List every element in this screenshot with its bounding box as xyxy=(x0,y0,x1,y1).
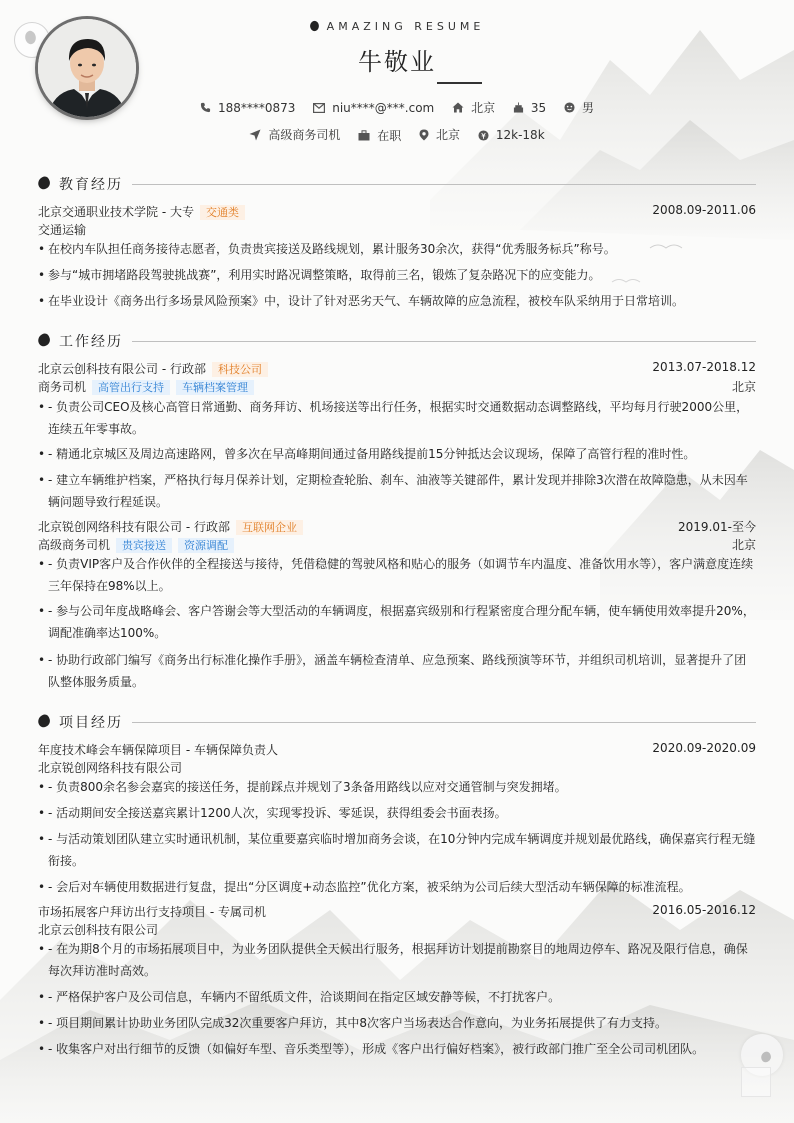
ink-drop-icon xyxy=(308,20,320,32)
gender-item: 男 xyxy=(564,99,594,116)
bullet: • xyxy=(38,473,46,487)
email-item: niu****@***.com xyxy=(313,101,434,115)
work-role-header xyxy=(38,536,756,553)
list-item: • - 精通北京城区及周边高速路网，曾多次在早高峰期间通过备用路线提前15分钟抵达会议现场，保障了高管行程的准时性。 xyxy=(38,443,756,465)
project-org: 北京云创科技有限公司 xyxy=(38,923,159,937)
bullet: • xyxy=(38,242,46,256)
bullet: • xyxy=(38,268,46,282)
project-header xyxy=(38,903,756,920)
project-header xyxy=(38,741,756,758)
bullet: • xyxy=(38,294,46,308)
list-item: • - 收集客户对出行细节的反馈（如偏好车型、音乐类型等），形成《客户出行偏好档案》，被行政部门推广至全公司司机团队。 xyxy=(38,1038,756,1060)
bullet: • xyxy=(38,604,46,618)
section-header-project xyxy=(38,712,756,732)
list-item: • - 严格保护客户及公司信息，车辆内不留纸质文件，洽谈期间在指定区域安静等候，不打扰客户。 xyxy=(38,986,756,1008)
resume-tagline: AMAZING RESUME xyxy=(0,20,794,33)
employment-status-item: 在职 xyxy=(358,127,401,144)
bullet: • xyxy=(38,832,46,846)
bullet: • xyxy=(38,1042,46,1056)
target-city-item: 北京 xyxy=(419,126,460,143)
project-title: 年度技术峰会车辆保障项目 - 车辆保障负责人 xyxy=(38,743,278,757)
ink-drop-icon xyxy=(36,332,52,348)
target-position-item: 高级商务司机 xyxy=(249,126,340,143)
education-major: 交通运输 xyxy=(38,223,87,237)
bullet: • xyxy=(38,990,46,1004)
back-to-top-button[interactable] xyxy=(741,1067,771,1097)
list-item: • - 负责VIP客户及合作伙伴的全程接送与接待，凭借稳健的驾驶风格和贴心的服务（如调节车内温度、准备饮用水等），客户满意度连续三年保持在98%以上。 xyxy=(38,553,756,597)
candidate-name: 牛敬业 xyxy=(358,48,436,76)
section-divider xyxy=(132,341,756,342)
list-item: • 在校内车队担任商务接待志愿者，负责贵宾接送及路线规划，累计服务30余次，获得“优秀服务标兵”称号。 xyxy=(38,238,756,260)
job-title: 商务司机 xyxy=(38,380,87,394)
work-role-header xyxy=(38,378,756,395)
company-tag: 科技公司 xyxy=(212,362,268,377)
section-divider xyxy=(132,184,756,185)
cake-icon xyxy=(513,102,524,113)
list-item: • 在毕业设计《商务出行多场景风险预案》中，设计了针对恶劣天气、车辆故障的应急流程，被校车队采纳用于日常培训。 xyxy=(38,290,756,312)
list-item: • - 参与公司年度战略峰会、客户答谢会等大型活动的车辆调度，根据嘉宾级别和行程紧密度合理分配车辆，使车辆使用效率提升20%，调配准确率达100%。 xyxy=(38,600,756,644)
bullet: • xyxy=(38,557,46,571)
list-item: • - 活动期间安全接送嘉宾累计1200人次，实现零投诉、零延误，获得组委会书面表扬。 xyxy=(38,802,756,824)
gender-icon xyxy=(564,102,575,113)
contact-info-row xyxy=(0,99,794,116)
list-item: • - 与活动策划团队建立实时通讯机制，某位重要嘉宾临时增加商务会谈，在10分钟内完成车辆调度并规划最优路线，确保嘉宾行程无缝衔接。 xyxy=(38,828,756,872)
list-item: • - 项目期间累计协助业务团队完成32次重要客户拜访，其中8次客户当场表达合作意向，为业务拓展提供了有力支持。 xyxy=(38,1012,756,1034)
school-name: 北京交通职业技术学院 - 大专 xyxy=(38,205,194,219)
salary-icon xyxy=(478,130,489,141)
work-city: 北京 xyxy=(731,380,756,394)
company-name: 北京锐创网络科技有限公司 - 行政部 xyxy=(38,520,230,534)
name-underline xyxy=(437,82,482,84)
education-header xyxy=(38,203,756,220)
project-date: 2020.09-2020.09 xyxy=(652,741,756,755)
expected-salary-item: 12k-18k xyxy=(478,128,545,142)
company-name: 北京云创科技有限公司 - 行政部 xyxy=(38,362,206,376)
bullet: • xyxy=(38,447,46,461)
section-title: 工作经历 xyxy=(59,334,123,350)
ink-drop-icon xyxy=(36,713,52,729)
list-item: • - 在为期8个月的市场拓展项目中，为业务团队提供全天候出行服务，根据拜访计划提前勘察目的地周边停车、路况及限行信息，确保每次拜访准时高效。 xyxy=(38,938,756,982)
bullet: • xyxy=(38,653,46,667)
mail-icon xyxy=(313,103,325,113)
work-date: 2019.01-至今 xyxy=(678,520,756,534)
role-tag: 贵宾接送 xyxy=(116,538,172,553)
section-title: 项目经历 xyxy=(59,715,123,731)
project-title: 市场拓展客户拜访出行支持项目 - 专属司机 xyxy=(38,905,266,919)
list-item: • - 建立车辆维护档案，严格执行每月保养计划，定期检查轮胎、刹车、油液等关键部件，累计发现并排除3次潜在故障隐患，从未因车辆问题导致行程延误。 xyxy=(38,469,756,513)
bullet: • xyxy=(38,880,46,894)
home-icon xyxy=(452,102,464,113)
work-city: 北京 xyxy=(731,538,756,552)
location-icon xyxy=(419,129,429,141)
list-item: • 参与“城市拥堵路段驾驶挑战赛”，利用实时路况调整策略，取得前三名，锻炼了复杂路况下的应变能力。 xyxy=(38,264,756,286)
school-tag: 交通类 xyxy=(200,205,245,220)
phone-item: 188****0873 xyxy=(200,101,295,115)
section-header-education xyxy=(38,174,756,194)
list-item: • - 负责800余名参会嘉宾的接送任务，提前踩点并规划了3条备用路线以应对交通管制与突发拥堵。 xyxy=(38,776,756,798)
job-title: 高级商务司机 xyxy=(38,538,111,552)
age-item: 35 xyxy=(513,101,546,115)
send-icon xyxy=(249,129,261,141)
bullet: • xyxy=(38,400,46,414)
project-date: 2016.05-2016.12 xyxy=(652,903,756,917)
project-org: 北京锐创网络科技有限公司 xyxy=(38,761,183,775)
section-divider xyxy=(132,722,756,723)
role-tag: 高管出行支持 xyxy=(92,380,170,395)
list-item: • - 会后对车辆使用数据进行复盘，提出“分区调度+动态监控”优化方案，被采纳为公司后续大型活动车辆保障的标准流程。 xyxy=(38,876,756,898)
education-date: 2008.09-2011.06 xyxy=(652,203,756,217)
phone-icon xyxy=(200,102,211,113)
bullet: • xyxy=(38,806,46,820)
bullet: • xyxy=(38,1016,46,1030)
section-header-work xyxy=(38,331,756,351)
briefcase-icon xyxy=(358,130,370,141)
bullet: • xyxy=(38,780,46,794)
hometown-item: 北京 xyxy=(452,99,495,116)
work-company-header xyxy=(38,360,756,377)
bullet: • xyxy=(38,942,46,956)
role-tag: 资源调配 xyxy=(178,538,234,553)
role-tag: 车辆档案管理 xyxy=(176,380,254,395)
list-item: • - 负责公司CEO及核心高管日常通勤、商务拜访、机场接送等出行任务，根据实时交通数据动态调整路线，平均每月行驶2000公里，连续五年零事故。 xyxy=(38,396,756,440)
list-item: • - 协助行政部门编写《商务出行标准化操作手册》，涵盖车辆检查清单、应急预案、路线预演等环节，并组织司机培训，显著提升了团队整体服务质量。 xyxy=(38,649,756,693)
company-tag: 互联网企业 xyxy=(236,520,303,535)
section-title: 教育经历 xyxy=(59,177,123,193)
job-intent-row xyxy=(0,126,794,144)
work-date: 2013.07-2018.12 xyxy=(652,360,756,374)
ink-drop-icon xyxy=(36,175,52,191)
work-company-header xyxy=(38,518,756,535)
